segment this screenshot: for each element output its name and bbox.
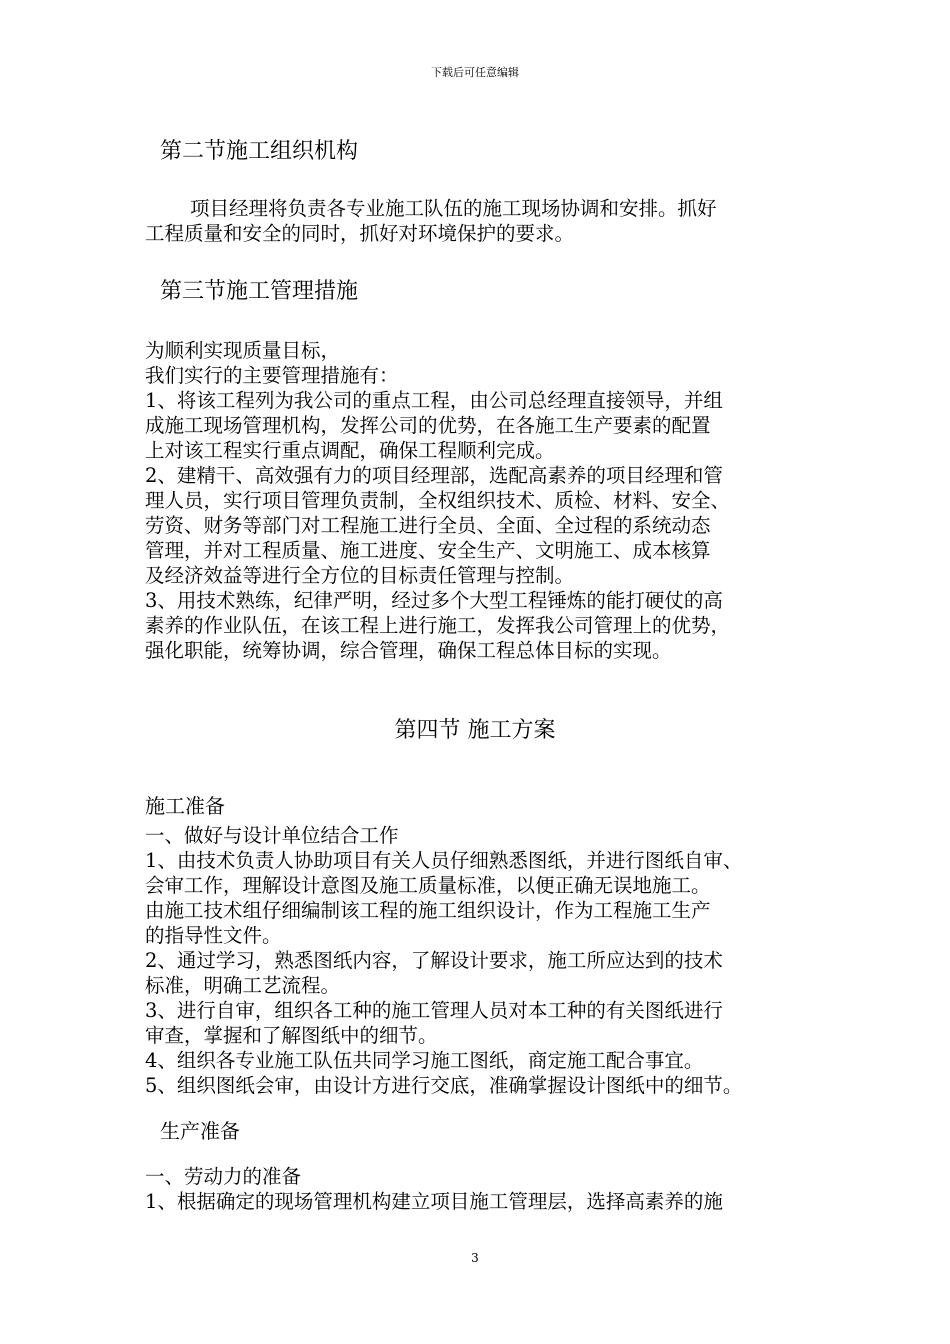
section-3-body	[145, 338, 825, 663]
text-line: 为顺利实现质量目标，	[145, 339, 341, 362]
text-line: 我们实行的主要管理措施有：	[145, 364, 399, 387]
section-2-paragraph	[145, 196, 825, 246]
text-line: 理人员，实行项目管理负责制，全权组织技术、质检、材料、安全、	[145, 489, 731, 512]
text-line: 2、通过学习，熟悉图纸内容，了解设计要求，施工所应达到的技术	[145, 949, 723, 972]
text-line: 1、根据确定的现场管理机构建立项目施工管理层，选择高素养的施	[145, 1190, 723, 1213]
text-line: 1、将该工程列为我公司的重点工程，由公司总经理直接领导，并组	[145, 389, 723, 412]
text-line: 上对该工程实行重点调配，确保工程顺利完成。	[145, 439, 555, 462]
page-header: 下载后可任意编辑	[431, 66, 519, 79]
section-2-title: 第二节施工组织机构	[160, 139, 359, 164]
text-line: 4、组织各专业施工队伍共同学习施工图纸，商定施工配合事宜。	[145, 1049, 704, 1072]
text-line: 劳资、财务等部门对工程施工进行全员、全面、全过程的系统动态	[145, 514, 711, 537]
text-line: 1、由技术负责人协助项目有关人员仔细熟悉图纸，并进行图纸自审、	[145, 849, 743, 872]
production-subheading: 生产准备	[160, 1119, 240, 1143]
text-line: 工程质量和安全的同时，抓好对环境保护的要求。	[145, 222, 575, 245]
text-line: 一、做好与设计单位结合工作	[145, 824, 399, 847]
text-line: 及经济效益等进行全方位的目标责任管理与控制。	[145, 564, 575, 587]
production-body	[145, 1164, 825, 1214]
text-line: 的指导性文件。	[145, 924, 282, 947]
prep-body	[145, 823, 825, 1098]
text-line: 标准，明确工艺流程。	[145, 974, 341, 997]
text-line: 2、建精干、高效强有力的项目经理部，选配高素养的项目经理和管	[145, 464, 723, 487]
section-4-title: 第四节 施工方案	[394, 718, 556, 743]
section-3-title: 第三节施工管理措施	[160, 279, 359, 304]
text-line: 审查，掌握和了解图纸中的细节。	[145, 1024, 438, 1047]
text-line: 会审工作，理解设计意图及施工质量标准，以便正确无误地施工。	[145, 874, 711, 897]
text-line: 3、用技术熟练，纪律严明，经过多个大型工程锤炼的能打硬仗的高	[145, 589, 723, 612]
text-line: 强化职能，统筹协调，综合管理，确保工程总体目标的实现。	[145, 639, 672, 662]
text-line: 素养的作业队伍，在该工程上进行施工，发挥我公司管理上的优势，	[145, 614, 731, 637]
text-line: 5、组织图纸会审，由设计方进行交底，准确掌握设计图纸中的细节。	[145, 1074, 743, 1097]
text-line: 管理，并对工程质量、施工进度、安全生产、文明施工、成本核算	[145, 539, 711, 562]
text-line: 由施工技术组仔细编制该工程的施工组织设计，作为工程施工生产	[145, 899, 711, 922]
text-line: 项目经理将负责各专业施工队伍的施工现场协调和安排。抓好	[190, 197, 717, 220]
text-line: 一、劳动力的准备	[145, 1165, 302, 1188]
text-line: 成施工现场管理机构，发挥公司的优势，在各施工生产要素的配置	[145, 414, 711, 437]
prep-subheading: 施工准备	[145, 794, 225, 818]
page-number: 3	[471, 1251, 479, 1265]
text-line: 3、进行自审，组织各工种的施工管理人员对本工种的有关图纸进行	[145, 999, 723, 1022]
